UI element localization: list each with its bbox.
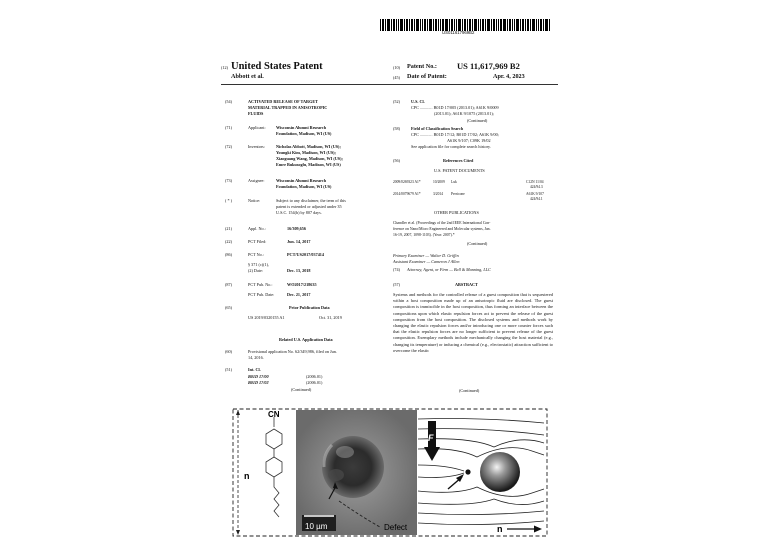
date-label: Date of Patent: bbox=[407, 73, 447, 80]
f87-sub: PCT Pub. Date: bbox=[248, 292, 275, 297]
us-docs-heading: U.S. PATENT DOCUMENTS bbox=[434, 168, 485, 173]
applicant-2: Foundation, Madison, WI (US) bbox=[276, 131, 332, 136]
n-label-left: n bbox=[244, 471, 250, 481]
attorney: Attorney, Agent, or Firm — Bell & Manning, LLC bbox=[407, 267, 491, 272]
f52-label: U.S. Cl. bbox=[411, 99, 425, 104]
inventor-1: Nicholas Abbott, Madison, WI (US); bbox=[276, 144, 341, 149]
tag-12: (12) bbox=[221, 65, 228, 70]
notice-3: U.S.C. 154(b) by 807 days. bbox=[276, 210, 322, 215]
fe-label: F bbox=[428, 433, 434, 443]
header-rule bbox=[221, 84, 558, 85]
f86-sub2: (2) Date: bbox=[248, 268, 263, 273]
usdoc-1-date: 10/2009 bbox=[433, 180, 445, 184]
notice-1: Subject to any disclaimer, the term of this bbox=[276, 198, 346, 203]
f60-tag: (60) bbox=[225, 349, 232, 354]
notice-2: patent is extended or adjusted under 35 bbox=[276, 204, 342, 209]
f51-tag: (51) bbox=[225, 367, 232, 372]
assistant-examiner: Assistant Examiner — Cameron J Allen bbox=[393, 259, 460, 264]
f73-label: Assignee: bbox=[248, 178, 265, 183]
uscl-line-2: (2013.01); A61K 9/1075 (2013.01); bbox=[434, 111, 494, 116]
intcl-ver-1: (2006.01) bbox=[306, 374, 323, 379]
field-line-2: A61K 9/107; C09K 19/02 bbox=[447, 138, 491, 143]
other-pubs-heading: OTHER PUBLICATIONS bbox=[434, 210, 479, 215]
patent-no-label: Patent No.: bbox=[407, 63, 437, 70]
prior-pub-heading: Prior Publication Data bbox=[289, 305, 330, 310]
uscl-line-1: CPC ............ B01D 17/005 (2013.01); A61K 9/0009 bbox=[411, 105, 499, 110]
pct-no: PCT/US2017/037414 bbox=[287, 252, 324, 257]
f72-tag: (72) bbox=[225, 144, 232, 149]
f71-label: Applicant: bbox=[248, 125, 266, 130]
f86-sub1: § 371 (c)(1), bbox=[248, 262, 270, 267]
f54-tag: (54) bbox=[225, 99, 232, 104]
assignee-2: Foundation, Madison, WI (US) bbox=[276, 184, 332, 189]
other-pub-1: Chandler et al. (Proceedings of the 2nd IEEE International Con- bbox=[393, 221, 491, 225]
usdoc-2-cls1: A61K 9/107 bbox=[526, 192, 544, 196]
barcode bbox=[380, 18, 550, 36]
invention-title-3: FLUIDS bbox=[248, 111, 264, 116]
refs-heading: References Cited bbox=[443, 158, 474, 163]
molecule-structure-icon bbox=[236, 410, 282, 535]
patent-title: United States Patent bbox=[231, 61, 323, 72]
pct-filed: Jun. 14, 2017 bbox=[287, 239, 311, 244]
usdoc-2-cls2: 424/94.1 bbox=[530, 197, 543, 201]
tag-10: (10) bbox=[393, 65, 400, 70]
invention-title-1: ACTIVATED RELEASE OF TARGET bbox=[248, 99, 318, 104]
provisional-2: 14, 2016. bbox=[248, 355, 264, 360]
f58-tag: (58) bbox=[393, 126, 400, 131]
pct-pub-no: WO2017/218635 bbox=[287, 282, 317, 287]
usdoc-1-name: Luk bbox=[451, 180, 457, 184]
intcl-ver-2: (2006.01) bbox=[306, 380, 323, 385]
barcode-number: US011617969B2 bbox=[442, 30, 475, 35]
patent-page bbox=[221, 18, 558, 538]
usdoc-1-cls1: C12N 11/04 bbox=[526, 180, 544, 184]
prior-pub-date: Oct. 31, 2019 bbox=[319, 315, 342, 320]
front-page-figure bbox=[232, 407, 549, 538]
notice-label: Notice: bbox=[248, 198, 261, 203]
notice-tag: ( * ) bbox=[225, 198, 232, 203]
usdoc-1-cls2: 424/94.3 bbox=[530, 185, 543, 189]
defect-label: Defect bbox=[384, 523, 408, 532]
inventor-2: Youngki Kim, Madison, WI (US); bbox=[276, 150, 336, 155]
f71-tag: (71) bbox=[225, 125, 232, 130]
inventor-3: Xiaoguang Wang, Madison, WI (US); bbox=[276, 156, 343, 161]
provisional-1: Provisional application No. 62/349,986, filed on Jun. bbox=[248, 349, 337, 354]
invention-title-2: MATERIAL TRAPPED IN ANISOTROPIC bbox=[248, 105, 328, 110]
inventor-4: Emre Bukusoglu, Madison, WI (US) bbox=[276, 162, 341, 167]
usdoc-2-date: 3/2014 bbox=[433, 192, 443, 196]
f86-sub2-value: Dec. 13, 2018 bbox=[287, 268, 311, 273]
usdoc-2-pub: 2014/0079679 A1* bbox=[393, 192, 421, 196]
prior-pub-number: US 2019/0320155 A1 bbox=[248, 315, 285, 320]
f86-label: PCT No.: bbox=[248, 252, 264, 257]
usdoc-2-name: Perricone bbox=[451, 192, 465, 196]
related-heading: Related U.S. Application Data bbox=[279, 337, 333, 342]
field-lines-diagram bbox=[418, 419, 544, 533]
scale-bar-label: 10 µm bbox=[305, 522, 328, 531]
f65-tag: (65) bbox=[225, 305, 232, 310]
applicant-1: Wisconsin Alumni Research bbox=[276, 125, 327, 130]
assignee-1: Wisconsin Alumni Research bbox=[276, 178, 327, 183]
uscl-continued: (Continued) bbox=[467, 118, 488, 123]
figure-drawing bbox=[232, 407, 549, 538]
f87-label: PCT Pub. No.: bbox=[248, 282, 273, 287]
pct-pub-date: Dec. 21, 2017 bbox=[287, 292, 311, 297]
abstract-text: Systems and methods for the controlled release of a guest composition that is sequestered within a host composition made up of an anisotropic fluid are disclosed. The guest composition is immiscible in the host composition, thus forming an interface between the compositions upon which elastic repulsion forces act to prevent the release of the guest composition from the host composition. The disclosed systems and methods work by changing the elastic repulsion forces and/or introducing one or more counter forces such that the elastic repulsion forces are no longer sufficient to prevent release of the guest composition. Exemplary methods include mechanically changing the host material (e.g., changing its temperature) or inducing a chemical (e.g., electrostatic) attraction sufficient to overcome the elastic bbox=[393, 292, 553, 353]
f58-label: Field of Classification Search bbox=[411, 126, 464, 131]
other-pub-2: ference on Nano/Micro Engineered and Molecular systems, Jan. bbox=[393, 227, 491, 231]
f52-tag: (52) bbox=[393, 99, 400, 104]
f57-tag: (57) bbox=[393, 282, 400, 287]
f51-label: Int. Cl. bbox=[248, 367, 261, 372]
other-pub-3: 16-19, 2007, 1098-1103). (Year: 2007).* bbox=[393, 233, 455, 237]
microscope-image bbox=[296, 410, 417, 535]
f87-tag: (87) bbox=[225, 282, 232, 287]
other-continued: (Continued) bbox=[467, 241, 488, 246]
cn-label: CN bbox=[268, 410, 280, 419]
f72-label: Inventors: bbox=[248, 144, 265, 149]
f22-tag: (22) bbox=[225, 239, 232, 244]
usdoc-1-pub: 2009/0269323 A1* bbox=[393, 180, 421, 184]
patent-date: Apr. 4, 2023 bbox=[493, 73, 525, 80]
appl-no: 16/309,656 bbox=[287, 226, 306, 231]
f56-tag: (56) bbox=[393, 158, 400, 163]
f86-tag: (86) bbox=[225, 252, 232, 257]
tag-45: (45) bbox=[393, 75, 400, 80]
field-line-1: CPC ............ B01D 17/12; B01D 17/02; A61K 9/00; bbox=[411, 132, 499, 137]
f74-tag: (74) bbox=[393, 267, 400, 272]
inventor-short: Abbott et al. bbox=[231, 73, 264, 80]
f21-label: Appl. No.: bbox=[248, 226, 266, 231]
left-continued: (Continued) bbox=[291, 387, 312, 392]
f22-label: PCT Filed: bbox=[248, 239, 267, 244]
fe-subscript: E bbox=[436, 440, 440, 446]
abstract-continued: (Continued) bbox=[459, 388, 480, 393]
intcl-code-1: B01D 17/00 bbox=[248, 374, 269, 379]
f21-tag: (21) bbox=[225, 226, 232, 231]
intcl-code-2: B01D 17/02 bbox=[248, 380, 269, 385]
patent-number: US 11,617,969 B2 bbox=[457, 61, 520, 71]
field-note: See application file for complete search history. bbox=[411, 144, 491, 149]
abstract-heading: ABSTRACT bbox=[455, 282, 478, 287]
n-label-right: n bbox=[497, 524, 503, 534]
f73-tag: (73) bbox=[225, 178, 232, 183]
primary-examiner: Primary Examiner — Walter D. Griffin bbox=[393, 253, 459, 258]
